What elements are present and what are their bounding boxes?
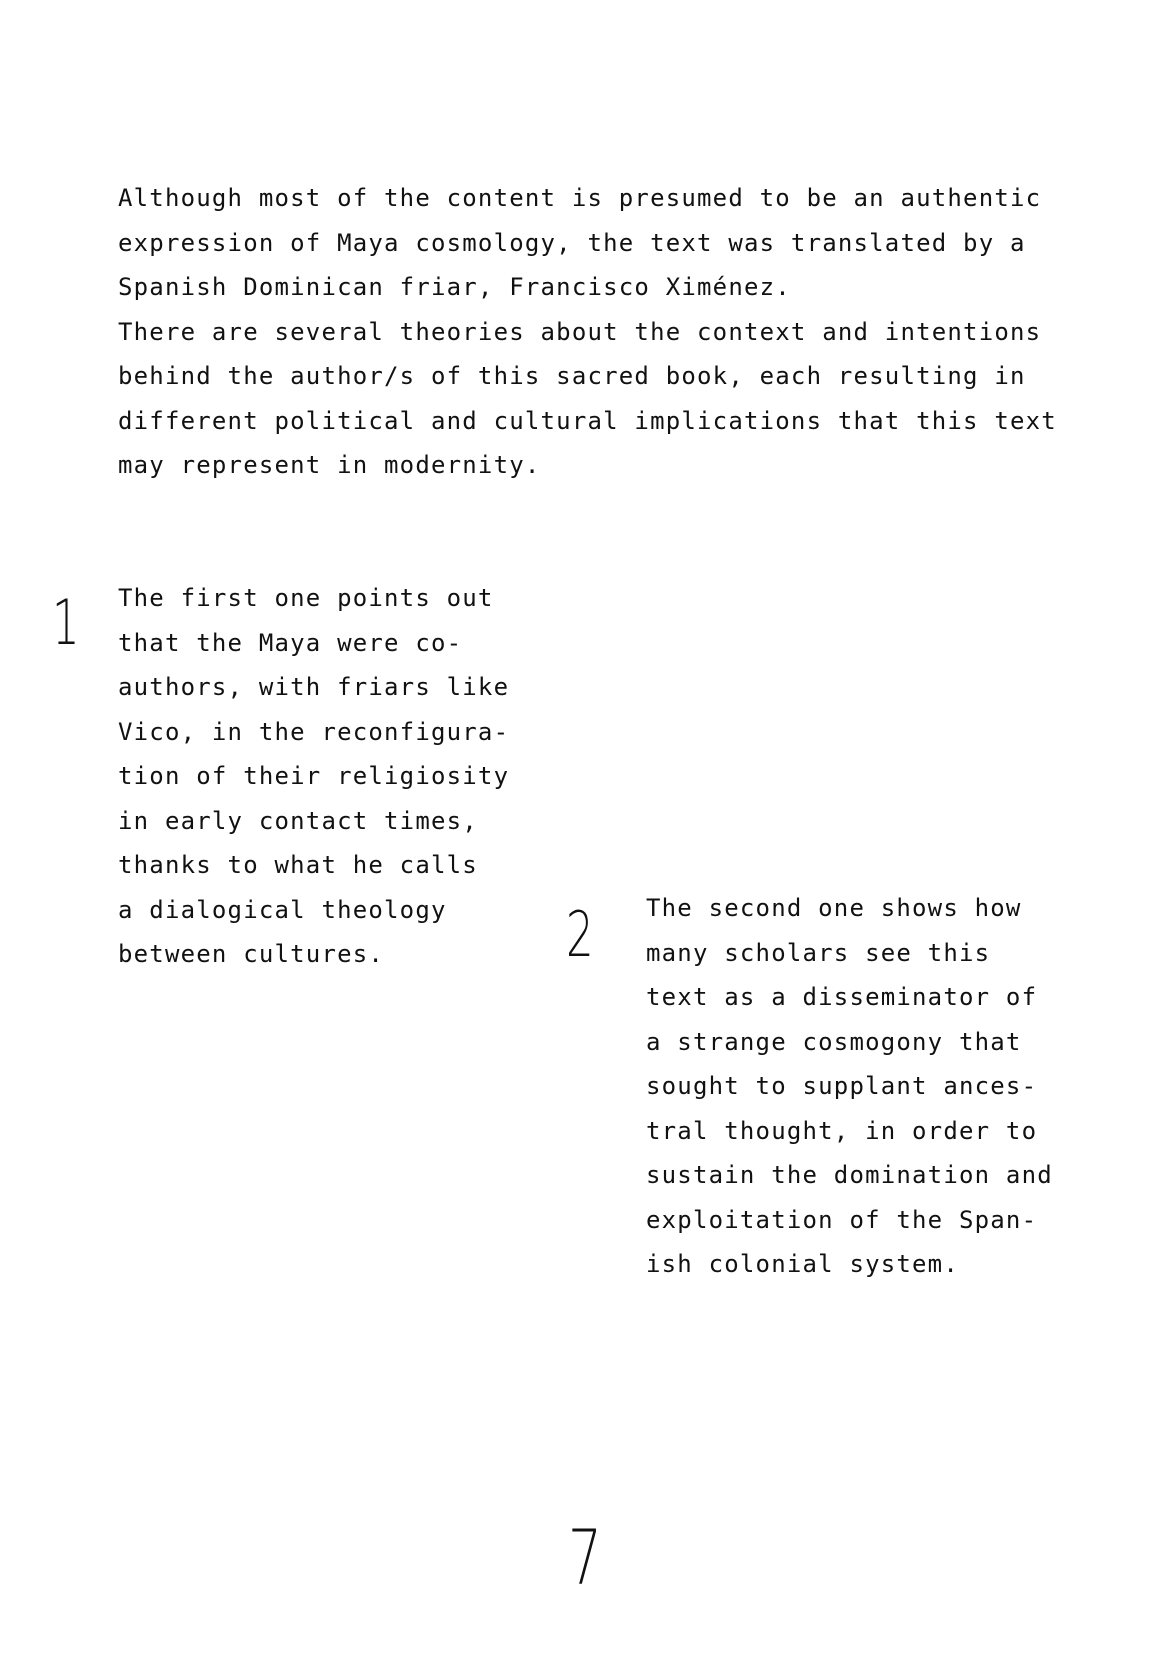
intro-paragraph: Although most of the content is presumed to be an authentic expression of Maya cosmology, the text was translated by a Spanish Dominican friar, Francisco Ximénez. There are several theories about the context and intentions behind the author/s of this sacred book, each resulting in different political and cultural implications that this text may represent in modernity. xyxy=(118,184,1057,479)
theory-2-paragraph: The second one shows how many scholars see this text as a disseminator of a strange cosmogony that sought to supplant ances- tral thought, in order to sustain the domination and exploitation of the Span- ish colonial system. xyxy=(646,894,1053,1278)
theory-1-paragraph: The first one points out that the Maya were co- authors, with friars like Vico, in the reconfigura- tion of their religiosity in early contact times, thanks to what he calls a dialogical theology between cultures. xyxy=(118,584,510,968)
theory-number-2: 2 xyxy=(566,898,594,971)
page-number: 7 xyxy=(568,1513,602,1602)
theory-number-1: 1 xyxy=(52,586,80,659)
